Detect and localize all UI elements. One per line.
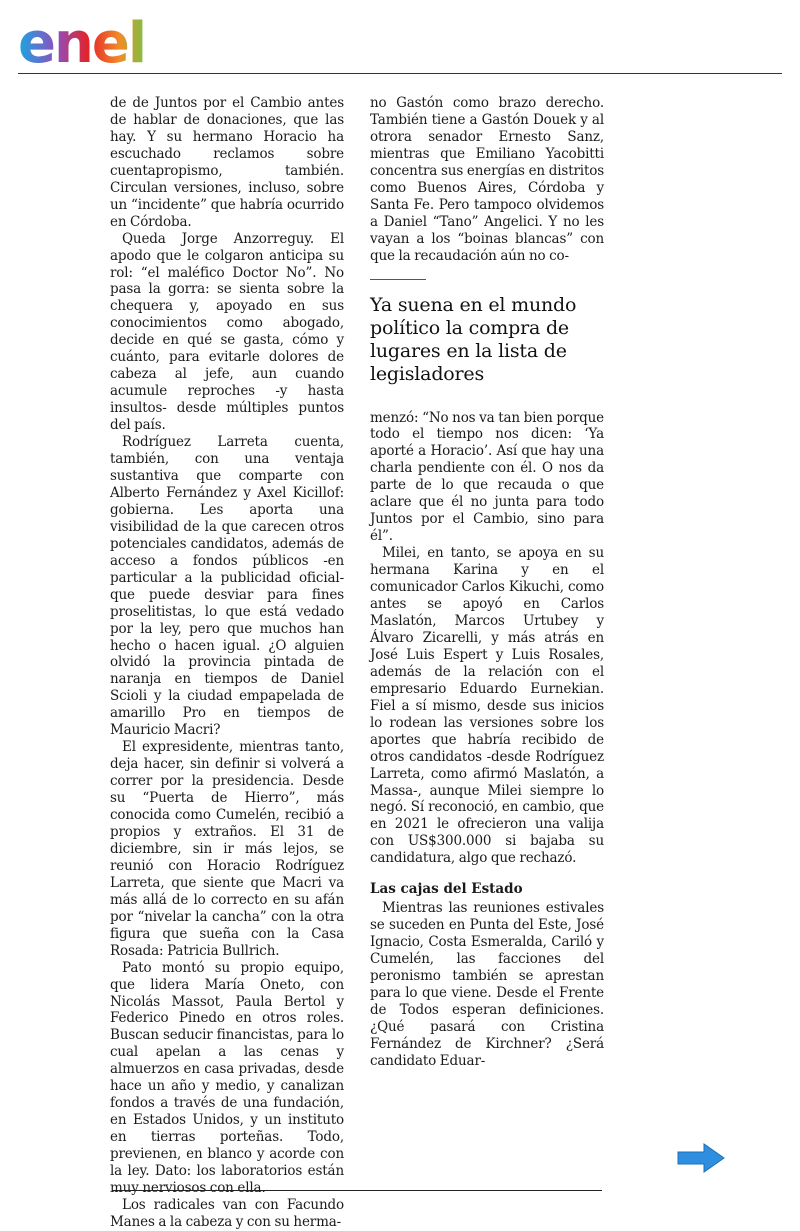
paragraph: de de Juntos por el Cambio antes de hablar de donaciones, que las hay. Y su hermano Horacio ha escuchado reclamos sobre cuentapropismo, también. Circulan versiones, incluso, sobre un “incidente” que habría ocurrido en Córdoba. (110, 95, 344, 230)
paragraph: menzó: “No nos va tan bien porque todo el tiempo nos dicen: ‘Ya aporté a Horacio’. Así que hay una charla pendiente con él. O nos da parte de lo que recauda o que aclare que él no junta para todo Juntos por el Cambio, sino para él”. (370, 409, 604, 545)
pull-quote: Ya suena en el mundo político la compra de lugares en la lista de legisladores (370, 293, 577, 385)
paragraph: Milei, en tanto, se apoya en su hermana Karina y en el comunicador Carlos Kikuchi, como antes se apoyó en Carlos Maslatón, Marcos Urtubey y Álvaro Zicarelli, y más atrás en José Luis Espert y Luis Rosales, además de la relación con el empresario Eduardo Eurnekian. Fiel a sí mismo, desde sus inicios lo rodean las versiones sobre los aportes que habría recibido de otros candidatos -desde Rodríguez Larreta, como afirmó Maslatón, a Massa-, aunque Milei siempre lo negó. Sí reconoció, en cambio, que en 2021 le ofrecieron una valija con US$300.000 si bajaba su candidatura, algo que rechazó. (370, 545, 604, 867)
brand-name: enel (18, 12, 146, 72)
paragraph: Pato montó su propio equipo, que lidera María Oneto, con Nicolás Massot, Paula Bertol y Federico Pinedo en otros roles. Buscan seducir financistas, para lo cual apelan a las cenas y almuerzos en casa privadas, desde hace un año y medio, y canalizan fondos a través de una fundación, en Estados Unidos, y un instituto en tierras porteñas. Todo, previenen, en blanco y acorde con la ley. Dato: los laboratorios están muy nerviosos con ella. (110, 959, 344, 1196)
paragraph: El expresidente, mientras tanto, deja hacer, sin definir si volverá a correr por la presidencia. Desde su “Puerta de Hierro”, más conocida como Cumelén, recibió a propios y extraños. El 31 de diciembre, sin ir más lejos, se reunió con Horacio Rodríguez Larreta, que siente que Macri va más allá de lo correcto en su afán por “nivelar la cancha” con la otra figura que sueña con la Casa Rosada: Patricia Bullrich. (110, 739, 344, 959)
section-subheading: Las cajas del Estado (370, 881, 523, 898)
pull-quote-divider (370, 279, 426, 280)
article-right-column (370, 95, 604, 1070)
next-page-button[interactable] (676, 1142, 726, 1174)
header-divider (18, 73, 782, 74)
paragraph: Los radicales van con Facundo Manes a la cabeza y con su herma- (110, 1196, 344, 1230)
enel-logo (18, 12, 178, 72)
paragraph: Mientras las reuniones estivales se suceden en Punta del Este, José Ignacio, Costa Esmeralda, Cariló y Cumelén, las facciones del peronismo también se aprestan para lo que viene. Desde el Frente de Todos esperan definiciones. ¿Qué pasará con Cristina Fernández de Kirchner? ¿Será candidato Eduar- (370, 900, 604, 1069)
paragraph: no Gastón como brazo derecho. También tiene a Gastón Douek y al otrora senador Ernesto Sanz, mientras que Emiliano Yacobitti concentra sus energías en distritos como Buenos Aires, Córdoba y Santa Fe. Pero tampoco olvidemos a Daniel “Tano” Angelici. Y no les vayan a los “boinas blancas” con que la recaudación aún no co- (370, 95, 604, 264)
paragraph: Rodríguez Larreta cuenta, también, con una ventaja sustantiva que comparte con Alberto Fernández y Axel Kicillof: gobierna. Les aporta una visibilidad de la que carecen otros potenciales candidatos, además de acceso a fondos públicos -en particular a la publicidad oficial- que puede desviar para fines proselitistas, lo que está vedado por la ley, pero que muchos han hecho o hacen igual. ¿O alguien olvidó la provincia pintada de naranja en tiempos de Daniel Scioli y la ciudad empapelada de amarillo Pro en tiempos de Mauricio Macri? (110, 434, 344, 739)
article-left-column (110, 95, 344, 1231)
paragraph: Queda Jorge Anzorreguy. El apodo que le colgaron anticipa su rol: “el maléfico Doctor No”. No pasa la gorra: se sienta sobre la chequera y, apoyado en sus conocimientos como abogado, decide en qué se gasta, cómo y cuánto, para evitarle dolores de cabeza al jefe, aun cuando acumule reproches -y hasta insultos- desde múltiples puntos del país. (110, 230, 344, 434)
footer-divider (112, 1190, 602, 1191)
right-arrow-icon (676, 1142, 726, 1174)
